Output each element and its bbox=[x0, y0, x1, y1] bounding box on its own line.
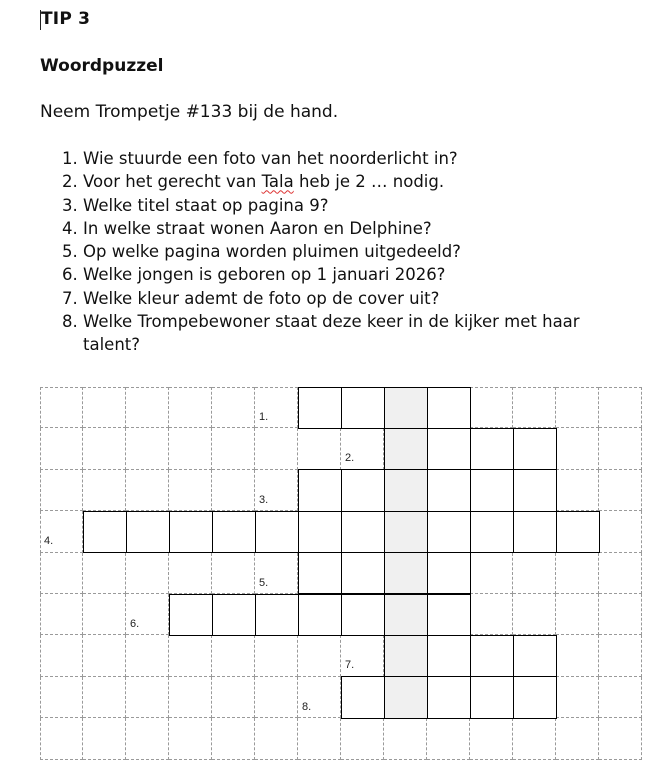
question-item bbox=[83, 263, 603, 286]
background-grid-cell bbox=[556, 470, 599, 511]
letter-box[interactable] bbox=[341, 676, 385, 718]
letter-box[interactable] bbox=[341, 552, 385, 594]
letter-box[interactable] bbox=[212, 594, 256, 636]
background-grid-cell bbox=[83, 594, 126, 635]
question-item bbox=[83, 287, 603, 310]
background-grid-cell bbox=[255, 428, 298, 469]
letter-box[interactable] bbox=[298, 552, 342, 594]
background-grid-cell bbox=[470, 718, 513, 759]
question-item bbox=[83, 170, 603, 193]
letter-box[interactable] bbox=[513, 676, 557, 718]
question-item bbox=[83, 240, 603, 263]
clue-number-label: 7. bbox=[345, 659, 355, 672]
letter-box[interactable] bbox=[556, 511, 600, 553]
background-grid-cell bbox=[40, 718, 83, 759]
question-text: Welke titel staat op pagina 9? bbox=[83, 195, 329, 215]
background-grid-cell bbox=[255, 677, 298, 718]
solution-letter-box[interactable] bbox=[384, 676, 428, 718]
background-grid-cell bbox=[470, 594, 513, 635]
background-grid-cell bbox=[169, 470, 212, 511]
background-grid-cell bbox=[40, 387, 83, 428]
letter-box[interactable] bbox=[470, 676, 514, 718]
letter-box[interactable] bbox=[169, 594, 213, 636]
background-grid-cell bbox=[298, 718, 341, 759]
background-grid-cell bbox=[599, 594, 642, 635]
letter-box[interactable] bbox=[341, 511, 385, 553]
letter-box[interactable] bbox=[341, 594, 385, 636]
clue-number-label: 2. bbox=[345, 452, 355, 465]
solution-letter-box[interactable] bbox=[384, 428, 428, 470]
puzzle-title: Woordpuzzel bbox=[40, 56, 164, 76]
question-text: Op welke pagina worden pluimen uitgedeeld? bbox=[83, 242, 461, 262]
background-grid-cell bbox=[599, 553, 642, 594]
question-text: In welke straat wonen Aaron en Delphine? bbox=[83, 218, 432, 238]
background-grid-cell bbox=[169, 677, 212, 718]
letter-box[interactable] bbox=[255, 594, 299, 636]
background-grid-cell bbox=[40, 635, 83, 676]
letter-box[interactable] bbox=[470, 428, 514, 470]
letter-box[interactable] bbox=[427, 428, 471, 470]
question-item bbox=[83, 194, 603, 217]
letter-box[interactable] bbox=[427, 511, 471, 553]
background-grid-cell bbox=[513, 594, 556, 635]
question-item bbox=[83, 310, 603, 357]
letter-box[interactable] bbox=[513, 635, 557, 677]
letter-box[interactable] bbox=[427, 594, 471, 636]
background-grid-cell bbox=[255, 635, 298, 676]
letter-box[interactable] bbox=[427, 387, 471, 429]
background-grid-cell bbox=[83, 428, 126, 469]
background-grid-cell bbox=[556, 387, 599, 428]
background-grid-cell bbox=[212, 553, 255, 594]
spellcheck-flagged-word[interactable]: Tala bbox=[261, 172, 294, 192]
background-grid-cell bbox=[556, 428, 599, 469]
background-grid-cell bbox=[83, 718, 126, 759]
letter-box[interactable] bbox=[470, 635, 514, 677]
background-grid-cell bbox=[40, 553, 83, 594]
background-grid-cell bbox=[40, 428, 83, 469]
background-grid-cell bbox=[126, 387, 169, 428]
letter-box[interactable] bbox=[427, 469, 471, 511]
background-grid-cell bbox=[83, 387, 126, 428]
background-grid-cell bbox=[255, 718, 298, 759]
background-grid-cell bbox=[556, 635, 599, 676]
solution-letter-box[interactable] bbox=[384, 635, 428, 677]
solution-letter-box[interactable] bbox=[384, 469, 428, 511]
background-grid-cell bbox=[599, 470, 642, 511]
letter-box[interactable] bbox=[298, 469, 342, 511]
background-grid-cell bbox=[556, 718, 599, 759]
background-grid-cell bbox=[427, 718, 470, 759]
letter-box[interactable] bbox=[212, 511, 256, 553]
letter-box[interactable] bbox=[126, 511, 170, 553]
background-grid-cell bbox=[40, 470, 83, 511]
background-grid-cell bbox=[513, 387, 556, 428]
background-grid-cell bbox=[599, 718, 642, 759]
background-grid-cell bbox=[298, 635, 341, 676]
letter-box[interactable] bbox=[427, 635, 471, 677]
letter-box[interactable] bbox=[298, 594, 342, 636]
solution-letter-box[interactable] bbox=[384, 552, 428, 594]
background-grid-cell bbox=[212, 677, 255, 718]
background-grid-cell bbox=[599, 677, 642, 718]
background-grid-cell bbox=[169, 428, 212, 469]
letter-box[interactable] bbox=[513, 511, 557, 553]
background-grid-cell bbox=[513, 553, 556, 594]
letter-box[interactable] bbox=[513, 469, 557, 511]
question-text: Welke Trompebewoner staat deze keer in de kijker met haar talent? bbox=[83, 312, 580, 355]
letter-box[interactable] bbox=[169, 511, 213, 553]
background-grid-cell bbox=[83, 470, 126, 511]
background-grid-cell bbox=[40, 677, 83, 718]
letter-box[interactable] bbox=[470, 469, 514, 511]
clue-number-label: 1. bbox=[259, 411, 269, 423]
letter-box[interactable] bbox=[341, 387, 385, 429]
letter-box[interactable] bbox=[255, 511, 299, 553]
background-grid-cell bbox=[169, 635, 212, 676]
background-grid-cell bbox=[556, 677, 599, 718]
background-grid-cell bbox=[83, 635, 126, 676]
clue-number-label: 6. bbox=[130, 618, 140, 630]
background-grid-cell bbox=[599, 387, 642, 428]
clue-number-label: 3. bbox=[259, 493, 269, 506]
background-grid-cell bbox=[384, 718, 427, 759]
background-grid-cell bbox=[513, 718, 556, 759]
background-grid-cell bbox=[298, 428, 341, 469]
clue-number-label: 4. bbox=[44, 535, 54, 548]
solution-letter-box[interactable] bbox=[384, 511, 428, 553]
background-grid-cell bbox=[169, 553, 212, 594]
background-grid-cell bbox=[470, 387, 513, 428]
clue-number-label: 5. bbox=[259, 576, 269, 589]
background-grid-cell bbox=[126, 553, 169, 594]
background-grid-cell bbox=[556, 553, 599, 594]
background-grid-cell bbox=[341, 718, 384, 759]
letter-box[interactable] bbox=[298, 387, 342, 429]
background-grid-cell bbox=[212, 470, 255, 511]
background-grid-cell bbox=[599, 511, 642, 552]
background-grid-cell bbox=[126, 718, 169, 759]
letter-box[interactable] bbox=[298, 511, 342, 553]
background-grid-cell bbox=[126, 470, 169, 511]
background-grid-cell bbox=[212, 387, 255, 428]
background-grid-cell bbox=[83, 553, 126, 594]
background-grid-cell bbox=[83, 677, 126, 718]
background-grid-cell bbox=[126, 635, 169, 676]
question-text: Welke jongen is geboren op 1 januari 2026? bbox=[83, 265, 446, 285]
question-text: Welke kleur ademt de foto op de cover uit? bbox=[83, 288, 440, 308]
question-text: Wie stuurde een foto van het noorderlicht in? bbox=[83, 149, 458, 168]
background-grid-cell bbox=[40, 594, 83, 635]
question-item bbox=[83, 217, 603, 240]
background-grid-cell bbox=[212, 635, 255, 676]
letter-box[interactable] bbox=[470, 511, 514, 553]
solution-letter-box[interactable] bbox=[384, 387, 428, 429]
intro-text: Neem Trompetje #133 bij de hand. bbox=[40, 102, 339, 122]
letter-box[interactable] bbox=[427, 552, 471, 594]
background-grid-cell bbox=[169, 718, 212, 759]
question-text: heb je 2 … nodig. bbox=[293, 172, 445, 192]
background-grid-cell bbox=[599, 428, 642, 469]
letter-box[interactable] bbox=[513, 428, 557, 470]
letter-box[interactable] bbox=[341, 469, 385, 511]
tip-heading: TIP 3 bbox=[41, 9, 91, 29]
question-item bbox=[83, 147, 603, 170]
letter-box[interactable] bbox=[427, 676, 471, 718]
background-grid-cell bbox=[126, 428, 169, 469]
background-grid-cell bbox=[212, 718, 255, 759]
question-text: Voor het gerecht van bbox=[83, 172, 262, 192]
letter-box[interactable] bbox=[83, 511, 127, 553]
background-grid-cell bbox=[599, 635, 642, 676]
question-list bbox=[40, 147, 603, 357]
background-grid-cell bbox=[212, 428, 255, 469]
background-grid-cell bbox=[169, 387, 212, 428]
background-grid-cell bbox=[556, 594, 599, 635]
solution-letter-box[interactable] bbox=[384, 594, 428, 636]
crossword-grid bbox=[40, 387, 642, 759]
background-grid-cell bbox=[126, 677, 169, 718]
clue-number-label: 8. bbox=[302, 700, 312, 713]
background-grid-cell bbox=[470, 553, 513, 594]
